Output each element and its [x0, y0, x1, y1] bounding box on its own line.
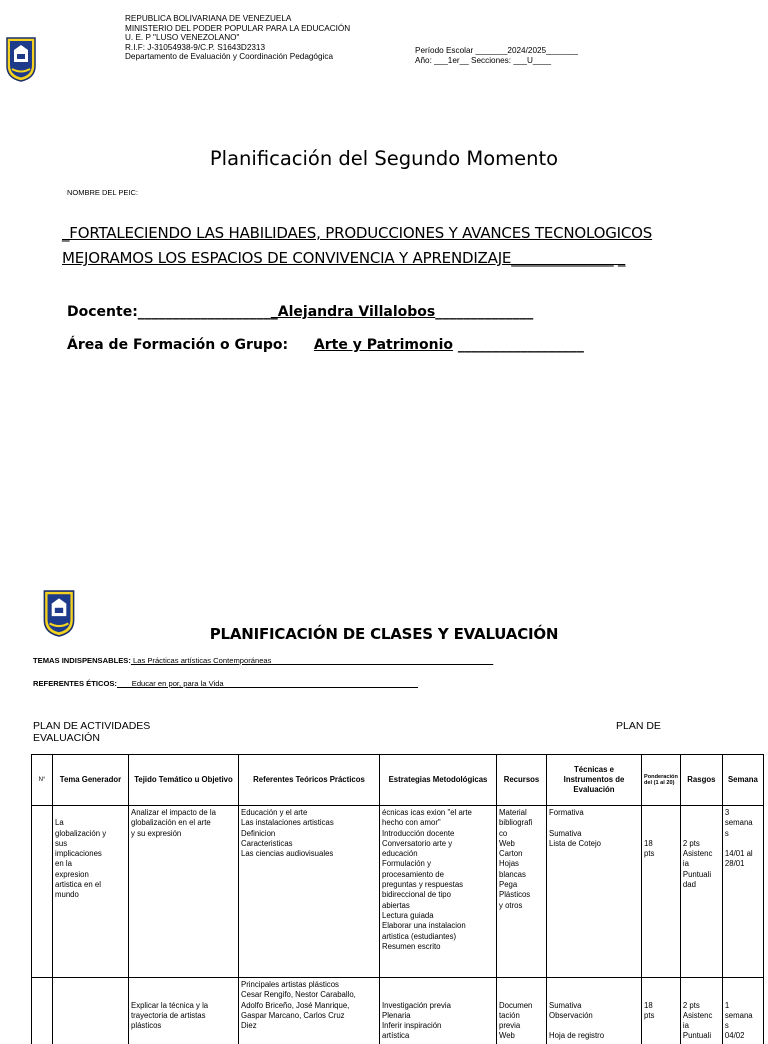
cell-line: Documen [499, 1000, 533, 1010]
cell-line: artistica en el [55, 880, 101, 890]
col-header-estrategias: Estrategias Metodológicas [380, 755, 497, 806]
cell-line: 1 [724, 1000, 730, 1010]
cell-line: Introducción docente [382, 828, 455, 838]
temas-value: Las Prácticas artísticas Contemporáneas ____________________________________________________ [130, 656, 494, 665]
cell-line [644, 980, 678, 990]
cell-line: Lista de Cotejo [549, 838, 602, 848]
col-header-referentes: Referentes Teóricos Prácticos [239, 755, 380, 806]
cell-line: 18 [644, 1000, 653, 1010]
cell-line: Asistenc [682, 849, 713, 859]
cell-line: semana [724, 1010, 753, 1020]
shield-icon [5, 36, 37, 82]
cell-line: ia [682, 859, 689, 869]
cell-line: 3 [724, 808, 730, 817]
cell-tema [53, 806, 129, 978]
cell-num [32, 978, 53, 1044]
cell-line: Diez [241, 1021, 257, 1031]
cell-line: Caracteristicas [241, 838, 293, 848]
table-header-row [32, 755, 764, 806]
col-header-ponderacion: Ponderación del (1 al 20) [642, 755, 681, 806]
docente-trail: ______________ [435, 304, 534, 320]
cell-line: s [724, 828, 729, 838]
cell-line: bidireccional de tipo [382, 890, 451, 900]
col-header-tejido: Tejido Temático u Objetivo [129, 755, 239, 806]
cell-tecnicas [547, 978, 642, 1044]
cell-line: écnicas icas exion "el arte [382, 808, 472, 817]
cell-line: artistica (estudiantes) [382, 931, 457, 941]
cell-line [683, 980, 720, 990]
cell-line: 2 pts [682, 1000, 700, 1010]
cell-line: Las ciencias audiovisuales [241, 849, 334, 859]
cell-referentes [239, 806, 380, 978]
table-row [32, 978, 764, 1044]
cell-line: Puntuali [682, 869, 712, 879]
cell-line [644, 990, 678, 1000]
referentes-value: ___Educar en por, para la Vida______________________________________________ [116, 679, 418, 688]
cell-line [549, 818, 639, 828]
plan-actividades-line: EVALUACIÓN [33, 732, 100, 744]
cell-line: expresion [55, 869, 89, 879]
docente-line [67, 304, 533, 320]
cell-line [382, 990, 494, 1000]
cell-line: Elaborar una instalacion [382, 921, 466, 931]
cell-line: blancas [499, 869, 526, 879]
cell-line: ia [682, 1021, 689, 1031]
cell-line: pts [644, 1010, 655, 1020]
cell-line: Resumen escrito [382, 941, 441, 951]
cell-line: Plenaria [382, 1010, 411, 1020]
cell-line: globalización y [55, 828, 107, 838]
planning-table [31, 754, 764, 1044]
cell-line [499, 980, 544, 990]
cell-line: Lectura guiada [382, 910, 434, 920]
cell-line [382, 980, 494, 990]
cell-line: preguntas y respuestas [382, 880, 464, 890]
cell-line: semana [724, 818, 753, 828]
cell-ponderacion [642, 806, 681, 978]
cell-line: Las instalaciones artisticas [241, 818, 334, 828]
cell-line [725, 990, 761, 1000]
cell-line [131, 990, 236, 1000]
cell-semana [722, 978, 763, 1044]
cell-line: Cesar Rengifo, Nestor Caraballo, [241, 990, 356, 1000]
cell-line: mundo [55, 890, 79, 900]
cell-line: artística [382, 1031, 410, 1041]
cell-rasgos [680, 806, 722, 978]
cell-tema [53, 978, 129, 1044]
plan-title: PLANIFICACIÓN DE CLASES Y EVALUACIÓN [209, 625, 559, 643]
cell-line: Web [499, 1031, 515, 1041]
referentes-eticos [33, 679, 418, 688]
cell-line: Definicion [241, 828, 276, 838]
cell-line [549, 980, 639, 990]
cell-rasgos [680, 978, 722, 1044]
cell-line: 14/01 al [724, 849, 753, 859]
cell-line: s [724, 1021, 729, 1031]
col-header-rasgos: Rasgos [680, 755, 722, 806]
cell-line: procesamiento de [382, 869, 444, 879]
cell-referentes [239, 978, 380, 1044]
cell-line: 2 pts [682, 838, 700, 848]
cell-line: Gaspar Marcano, Carlos Cruz [241, 1010, 345, 1020]
peic-label: NOMBRE DEL PEIC: [67, 188, 138, 197]
cell-tejido [129, 978, 239, 1044]
cell-line: Asistenc [682, 1010, 713, 1020]
cell-line: Plásticos [499, 890, 531, 900]
cell-line: Inferir inspiración [382, 1021, 442, 1031]
cell-line [683, 990, 720, 1000]
cell-line [725, 980, 761, 990]
col-header-tecnicas: Técnicas e Instrumentos de Evaluación [547, 755, 642, 806]
area-line [67, 337, 584, 353]
temas-label: TEMAS INDISPENSABLES: [33, 656, 131, 665]
cell-line: abiertas [382, 900, 410, 910]
cell-line [644, 818, 678, 828]
cell-line [499, 990, 544, 1000]
school-logo [5, 36, 37, 82]
area-trail: __________________ [453, 337, 584, 353]
cell-line [549, 1021, 639, 1031]
cell-line: Hojas [499, 859, 519, 869]
referentes-label: REFERENTES ÉTICOS: [33, 679, 117, 688]
cell-line [131, 980, 236, 990]
cell-line: Principales artistas plásticos [241, 980, 339, 989]
area-value: Arte y Patrimonio [313, 337, 454, 353]
cell-ponderacion [642, 978, 681, 1044]
cell-estrategias [380, 806, 497, 978]
cell-line: Adolfo Briceño, José Manrique, [241, 1000, 350, 1010]
cell-line: Observación [549, 1010, 593, 1020]
header-line: R.I.F: J-31054938-9/C.P. S1643D2313 [125, 42, 266, 52]
cell-line: sus [55, 838, 68, 848]
cell-tecnicas [547, 806, 642, 978]
cell-line: 04/02 [724, 1031, 745, 1041]
cell-line: dad [682, 880, 696, 890]
plan-actividades-label [33, 720, 150, 744]
cell-line: tación [499, 1010, 520, 1020]
cell-line: Material [499, 808, 527, 817]
col-header-recursos: Recursos [497, 755, 547, 806]
cell-line: Pega [499, 880, 518, 890]
docente-label: Docente: [67, 304, 138, 320]
cell-line: previa [499, 1021, 521, 1031]
cell-line: hecho con amor" [382, 818, 441, 828]
cell-line: educación [382, 849, 418, 859]
header-line: U. E. P "LUSO VENEZOLANO" [125, 33, 240, 43]
cell-line [683, 818, 720, 828]
cell-semana [722, 806, 763, 978]
anio-secciones: Año: ___1er__ Secciones: ___U____ [415, 55, 552, 65]
cell-recursos [497, 806, 547, 978]
cell-line [683, 829, 720, 839]
cell-line [644, 829, 678, 839]
cell-line: Conversatorio arte y [382, 838, 453, 848]
cell-line [55, 808, 126, 818]
cell-line: pts [644, 849, 655, 859]
col-header-semana: Semana [722, 755, 763, 806]
cell-line: Educación y el arte [241, 808, 308, 817]
cell-estrategias [380, 978, 497, 1044]
col-header-tema: Tema Generador [53, 755, 129, 806]
table-row [32, 806, 764, 978]
cell-line: 18 [644, 838, 653, 848]
header-line: MINISTERIO DEL PODER POPULAR PARA LA EDUCACIÓN [125, 23, 351, 33]
docente-blank: ___________________ [137, 304, 271, 320]
cell-tejido [129, 806, 239, 978]
page-title: Planificación del Segundo Momento [209, 147, 559, 170]
cell-line: 28/01 [724, 859, 745, 869]
peic-project-name: _FORTALECIENDO LAS HABILIDAES, PRODUCCIONES Y AVANCES TECNOLOGICOS MEJORAMOS LOS ESPACIOS DE CONVIVENCIA Y APRENDIZAJE______________ _ [62, 224, 653, 267]
cell-line: Formulación y [382, 859, 431, 869]
cell-line: Analizar el impacto de la [131, 808, 216, 817]
cell-line: Hoja de registro [549, 1031, 605, 1041]
cell-num [32, 806, 53, 978]
cell-line: Sumativa [549, 1000, 582, 1010]
temas-indispensables [33, 656, 493, 665]
cell-line: plásticos [131, 1021, 162, 1031]
cell-line: trayectoria de artistas [131, 1010, 206, 1020]
cell-line [549, 990, 639, 1000]
plan-actividades-line: PLAN DE ACTIVIDADES [33, 720, 151, 732]
cell-line: en la [55, 859, 72, 869]
cell-line: bibliografi [499, 818, 533, 828]
col-header-num: N° [32, 755, 53, 806]
docente-name: _Alejandra Villalobos [270, 304, 436, 320]
cell-line: Formativa [549, 808, 584, 817]
cell-line: La [55, 818, 64, 828]
cell-line: Carton [499, 849, 523, 859]
area-label: Área de Formación o Grupo: [67, 337, 289, 353]
cell-line: y otros [499, 900, 523, 910]
cell-line [644, 808, 678, 818]
cell-line [725, 839, 761, 849]
cell-line: co [499, 828, 508, 838]
cell-line: Explicar la técnica y la [131, 1000, 209, 1010]
cell-line: globalización en el arte [131, 818, 211, 828]
cell-line: Investigación previa [382, 1000, 451, 1010]
institution-header [125, 14, 350, 62]
cell-line: implicaciones [55, 849, 102, 859]
cell-line: Puntuali [682, 1031, 712, 1041]
periodo-escolar: Período Escolar _______2024/2025_______ [415, 46, 578, 55]
plan-de-label: PLAN DE [616, 720, 661, 732]
header-line: REPUBLICA BOLIVARIANA DE VENEZUELA [125, 14, 292, 23]
school-period [415, 46, 578, 65]
cell-line: Sumativa [549, 828, 582, 838]
cell-line: y su expresión [131, 828, 182, 838]
cell-recursos [497, 978, 547, 1044]
header-line: Departamento de Evaluación y Coordinación Pedagógica [125, 52, 334, 62]
cell-line: Web [499, 838, 515, 848]
cell-line [683, 808, 720, 818]
